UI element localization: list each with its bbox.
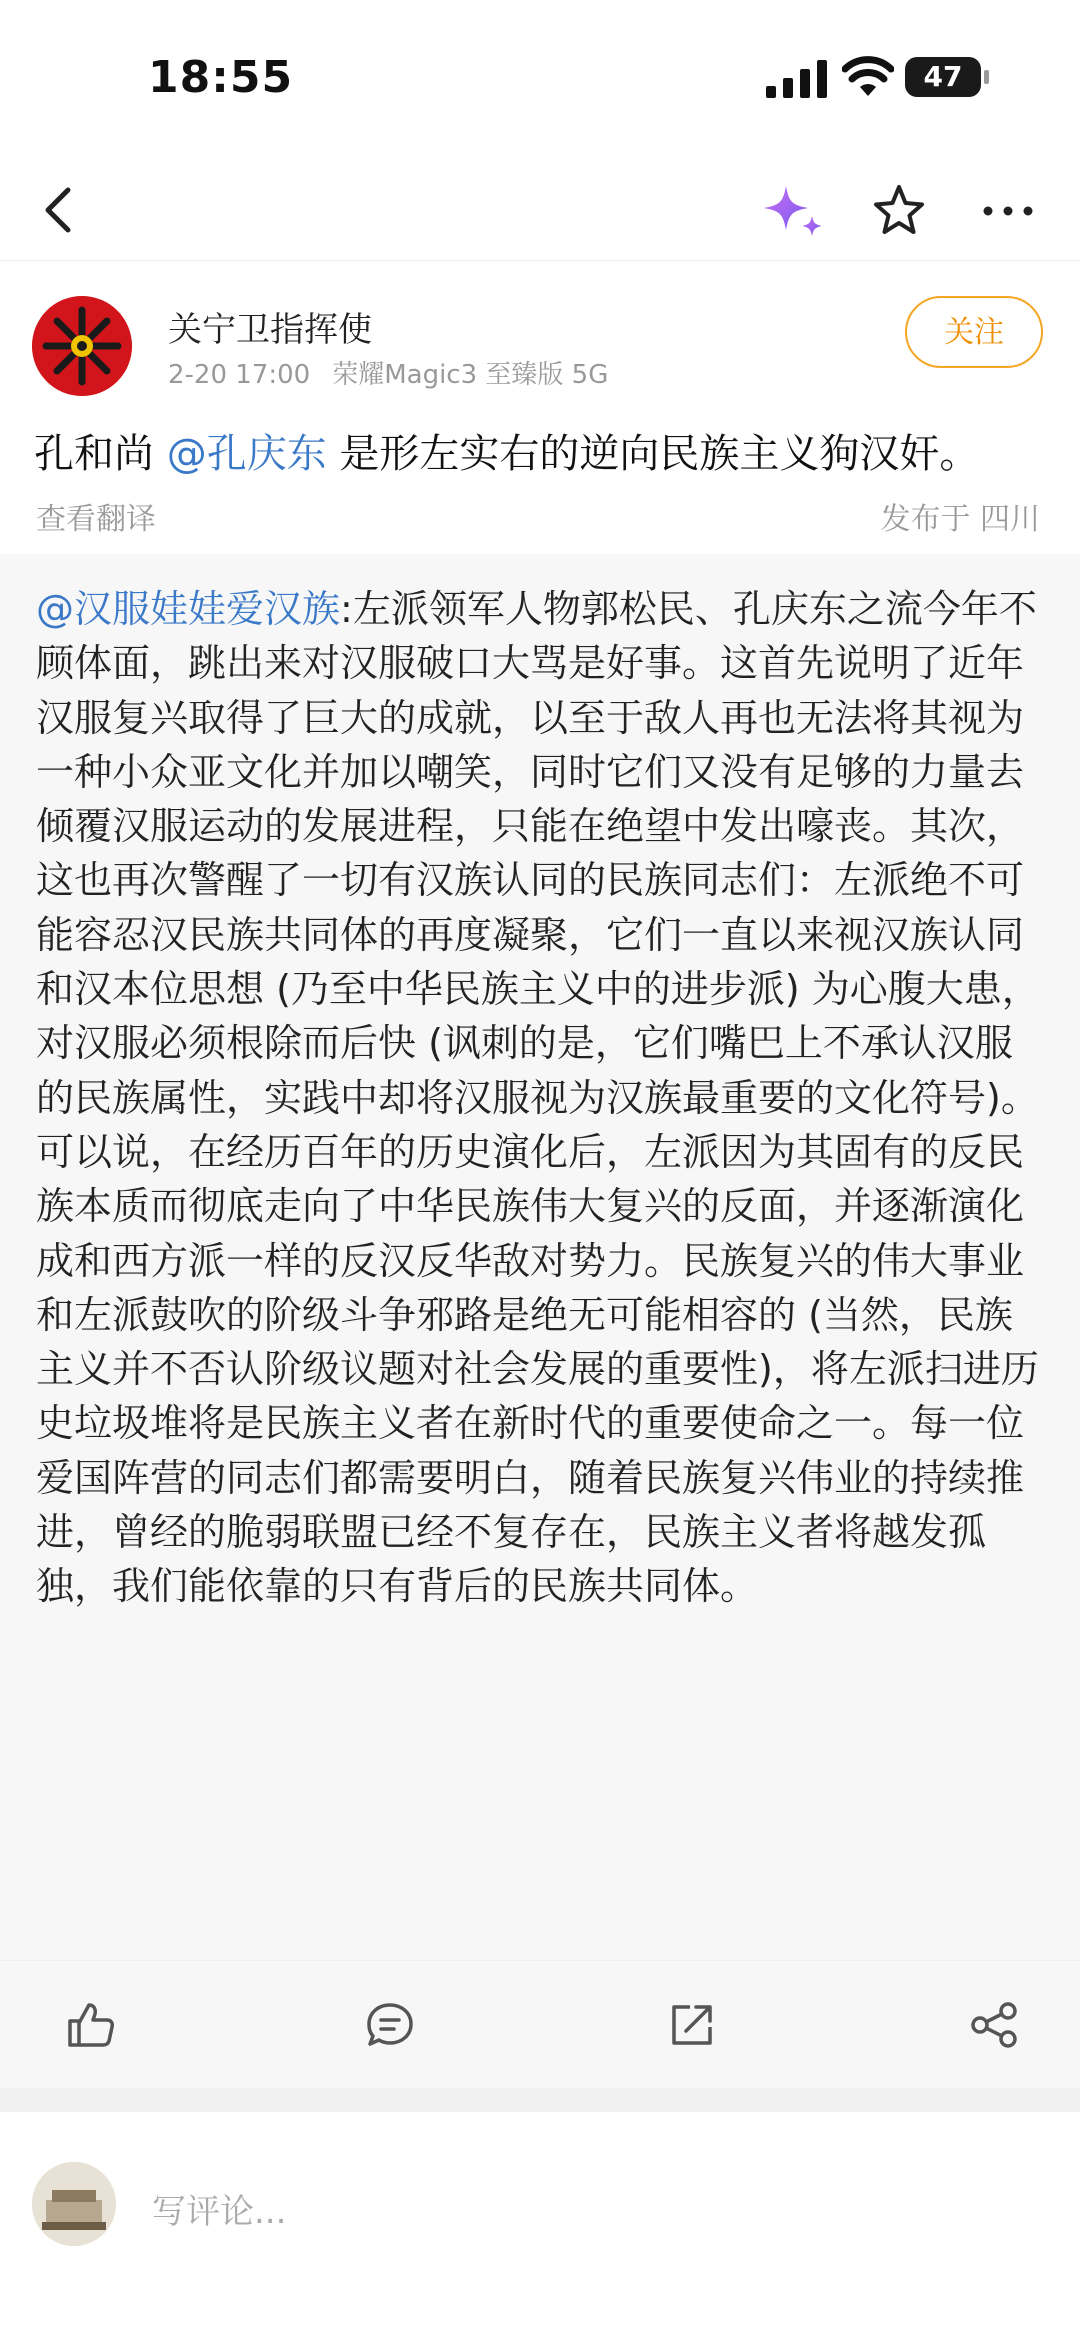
like-icon[interactable] [64, 2001, 116, 2049]
star-icon[interactable] [870, 182, 928, 240]
repost-card[interactable] [0, 554, 1080, 1960]
user-avatar[interactable] [32, 2162, 116, 2246]
status-time: 18:55 [148, 52, 294, 103]
repost-icon[interactable] [666, 2001, 718, 2049]
comment-icon[interactable] [364, 2001, 416, 2049]
follow-button[interactable]: 关注 [905, 296, 1043, 368]
repost-mention-link[interactable]: @汉服娃娃爱汉族 [36, 587, 341, 631]
repost-body: :左派领军人物郭松民、孔庆东之流今年不顾体面，跳出来对汉服破口大骂是好事。这首先说明了近年汉服复兴取得了巨大的成就，以至于敌人再也无法将其视为一种小众亚文化并加以嘲笑，同时它们又没有足够的力量去倾覆汉服运动的发展进程，只能在绝望中发出嚎丧。其次，这也再次警醒了一切有汉族认同的民族同志们：左派绝不可能容忍汉民族共同体的再度凝聚，它们一直以来视汉族认同和汉本位思想 (乃至中华民族主义中的进步派) 为心腹大患，对汉服必须根除而后快 (讽刺的是，它们嘴巴上不承认汉服的民族属性，实践中却将汉服视为汉族最重要的文化符号)。可以说，在经历百年的历史演化后，左派因为其固有的反民族本质而彻底走向了中华民族伟大复兴的反面，并逐渐演化成和西方派一样的反汉反华敌对势力。民族复兴的伟大事业和左派鼓吹的阶级斗争邪路是绝无可能相容的 (当然，民族主义并不否认阶级议题对社会发展的重要性)，将左派扫进历史垃圾堆将是民族主义者在新时代的重要使命之一。每一位爱国阵营的同志们都需要明白，随着民族复兴伟业的持续推进，曾经的脆弱联盟已经不复存在，民族主义者将越发孤独，我们能依靠的只有背后的民族共同体。 [36, 587, 1040, 1609]
post-meta [168, 354, 630, 391]
post-text [34, 422, 979, 479]
signal-icon [766, 60, 828, 98]
repost-text [36, 582, 1048, 1614]
battery-indicator: 47 [905, 57, 981, 97]
post-device: 荣耀Magic3 至臻版 5G [332, 360, 609, 390]
share-icon[interactable] [968, 2001, 1020, 2049]
username[interactable]: 关宁卫指挥使 [168, 310, 372, 350]
wifi-icon [842, 56, 894, 98]
post-text-start: 孔和尚 [34, 431, 167, 477]
translate-link[interactable]: 查看翻译 [36, 502, 156, 537]
comment-input[interactable]: 写评论... [152, 2192, 287, 2232]
user-avatar-image-icon [32, 2162, 116, 2246]
post-location: 发布于 四川 [880, 502, 1040, 537]
post-time: 2-20 17:00 [168, 360, 311, 390]
avatar[interactable] [32, 296, 132, 396]
action-bar [0, 1960, 1080, 2089]
sparkle-icon[interactable] [760, 182, 826, 242]
post-text-end: 是形左实右的逆向民族主义狗汉奸。 [326, 431, 980, 477]
more-icon[interactable] [980, 194, 1036, 228]
sun-emblem-icon [32, 296, 132, 396]
mention-link[interactable]: @孔庆东 [166, 431, 327, 477]
section-divider [0, 2088, 1080, 2112]
post-card [0, 262, 1080, 554]
status-bar [0, 0, 1080, 150]
comment-bar [0, 2112, 1080, 2347]
back-icon[interactable] [32, 182, 88, 238]
top-nav [0, 160, 1080, 261]
